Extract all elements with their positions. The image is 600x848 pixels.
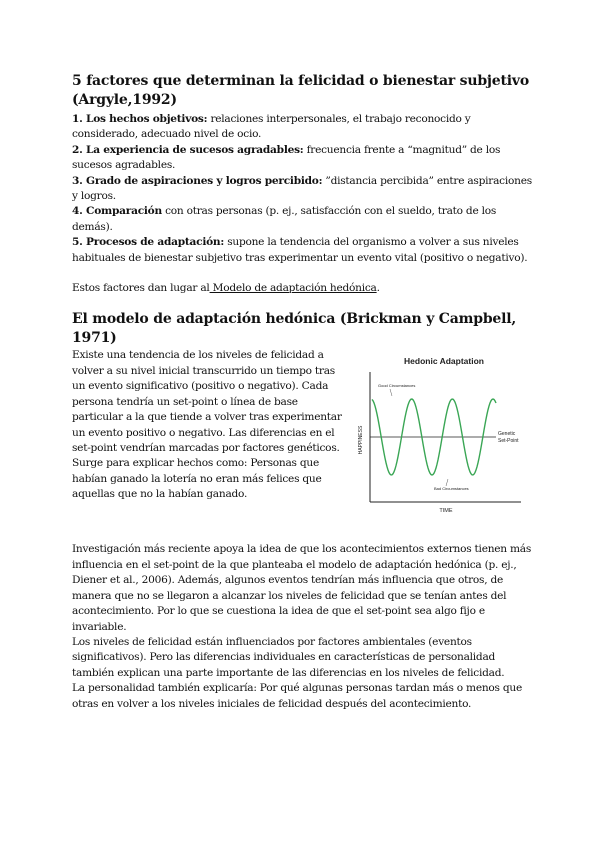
- bad-pointer: [446, 479, 448, 486]
- set-point-label-1: Genetic: [498, 431, 516, 438]
- factor-item-1: [72, 112, 534, 143]
- hedonic-adaptation-diagram: [356, 352, 528, 528]
- factor-item-2: [72, 143, 534, 174]
- figure-title: Hedonic Adaptation: [404, 356, 484, 367]
- factor-description: frecuencia frente a “magnitud” de los sucesos agradables.: [72, 143, 501, 172]
- section-title-modelo: El modelo de adaptación hedónica (Brickman y Campbell, 1971): [72, 311, 517, 347]
- factor-description: ”distancia percibida” entre aspiraciones y logros.: [72, 174, 532, 203]
- factor-description: con otras personas (p. ej., satisfacción con el sueldo, trato de los demás).: [72, 205, 497, 233]
- y-axis-label: HAPPINESS: [358, 426, 364, 455]
- factor-term: 2. La experiencia de sucesos agradables:: [72, 143, 304, 156]
- factor-item-5: [72, 235, 534, 266]
- environment-paragraph: Los niveles de felicidad están influenciados por factores ambientales (eventos significativos). Pero las diferencias individuales en características de personalidad también explican una parte importante de las diferencias en los niveles de felicidad.: [72, 635, 505, 679]
- model-link[interactable]: Modelo de adaptación hedónica: [209, 282, 377, 295]
- factor-item-4: [72, 204, 534, 235]
- personality-paragraph: La personalidad también explicaría: Por qué algunas personas tardan más o menos que otras en volver a los niveles iniciales de felicidad después del acontecimiento.: [72, 682, 522, 710]
- factor-description: supone la tendencia del organismo a volver a sus niveles habituales de bienestar subjetivo tras experimentar un evento vital (positivo o negativo).: [72, 236, 528, 264]
- document-page: [72, 72, 534, 712]
- hedonic-adaptation-figure: [356, 352, 528, 528]
- factor-term: 1. Los hechos objetivos:: [72, 113, 208, 125]
- x-axis-label: TIME: [439, 508, 453, 515]
- good-circumstances-label: Good Circumstances: [378, 383, 416, 389]
- factors-conclusion: Estos factores dan lugar al Modelo de adaptación hedónica.: [72, 282, 380, 295]
- section-title-factores: 5 factores que determinan la felicidad o bienestar subjetivo (Argyle,1992): [72, 73, 529, 108]
- factor-term: 4. Comparación: [72, 205, 162, 218]
- model-intro-block: [72, 348, 534, 532]
- model-description: Existe una tendencia de los niveles de felicidad a volver a su nivel inicial transcurrido un tiempo tras un evento significativo (positivo o negativo). Cada persona tendría un set-point o línea de base particular a la que tiende a volver tras experimentar un evento positivo o negativo. Las diferencias en el set-point vendrían marcadas por factores genéticos.: [72, 349, 342, 454]
- factor-term: 3. Grado de aspiraciones y logros percibido:: [72, 174, 323, 187]
- factor-item-3: [72, 174, 534, 205]
- set-point-label-2: Set-Point: [498, 438, 519, 445]
- good-pointer: [390, 389, 392, 396]
- research-paragraph: Investigación más reciente apoya la idea de que los acontecimientos externos tienen más influencia en el set-point de la que planteaba el modelo de adaptación hedónica (p. ej., Diener et al., 2006). Además, algunos eventos tendrían más influencia que otros, de manera que no se llegaron a alcanzar los niveles de felicidad que se tenían antes del acontecimiento. Por lo que se cuestiona la idea de que el set-point sea algo fijo e invariable.: [72, 543, 532, 633]
- factor-term: 5. Procesos de adaptación:: [72, 236, 225, 249]
- model-example: Surge para explicar hechos como: Personas que habían ganado la lotería no eran más felices que aquellas que no la habían ganado.: [72, 457, 322, 501]
- factor-description: relaciones interpersonales, el trabajo reconocido y considerado, adecuado nivel de ocio.: [72, 113, 471, 141]
- bad-circumstances-label: Bad Circumstances: [434, 486, 469, 492]
